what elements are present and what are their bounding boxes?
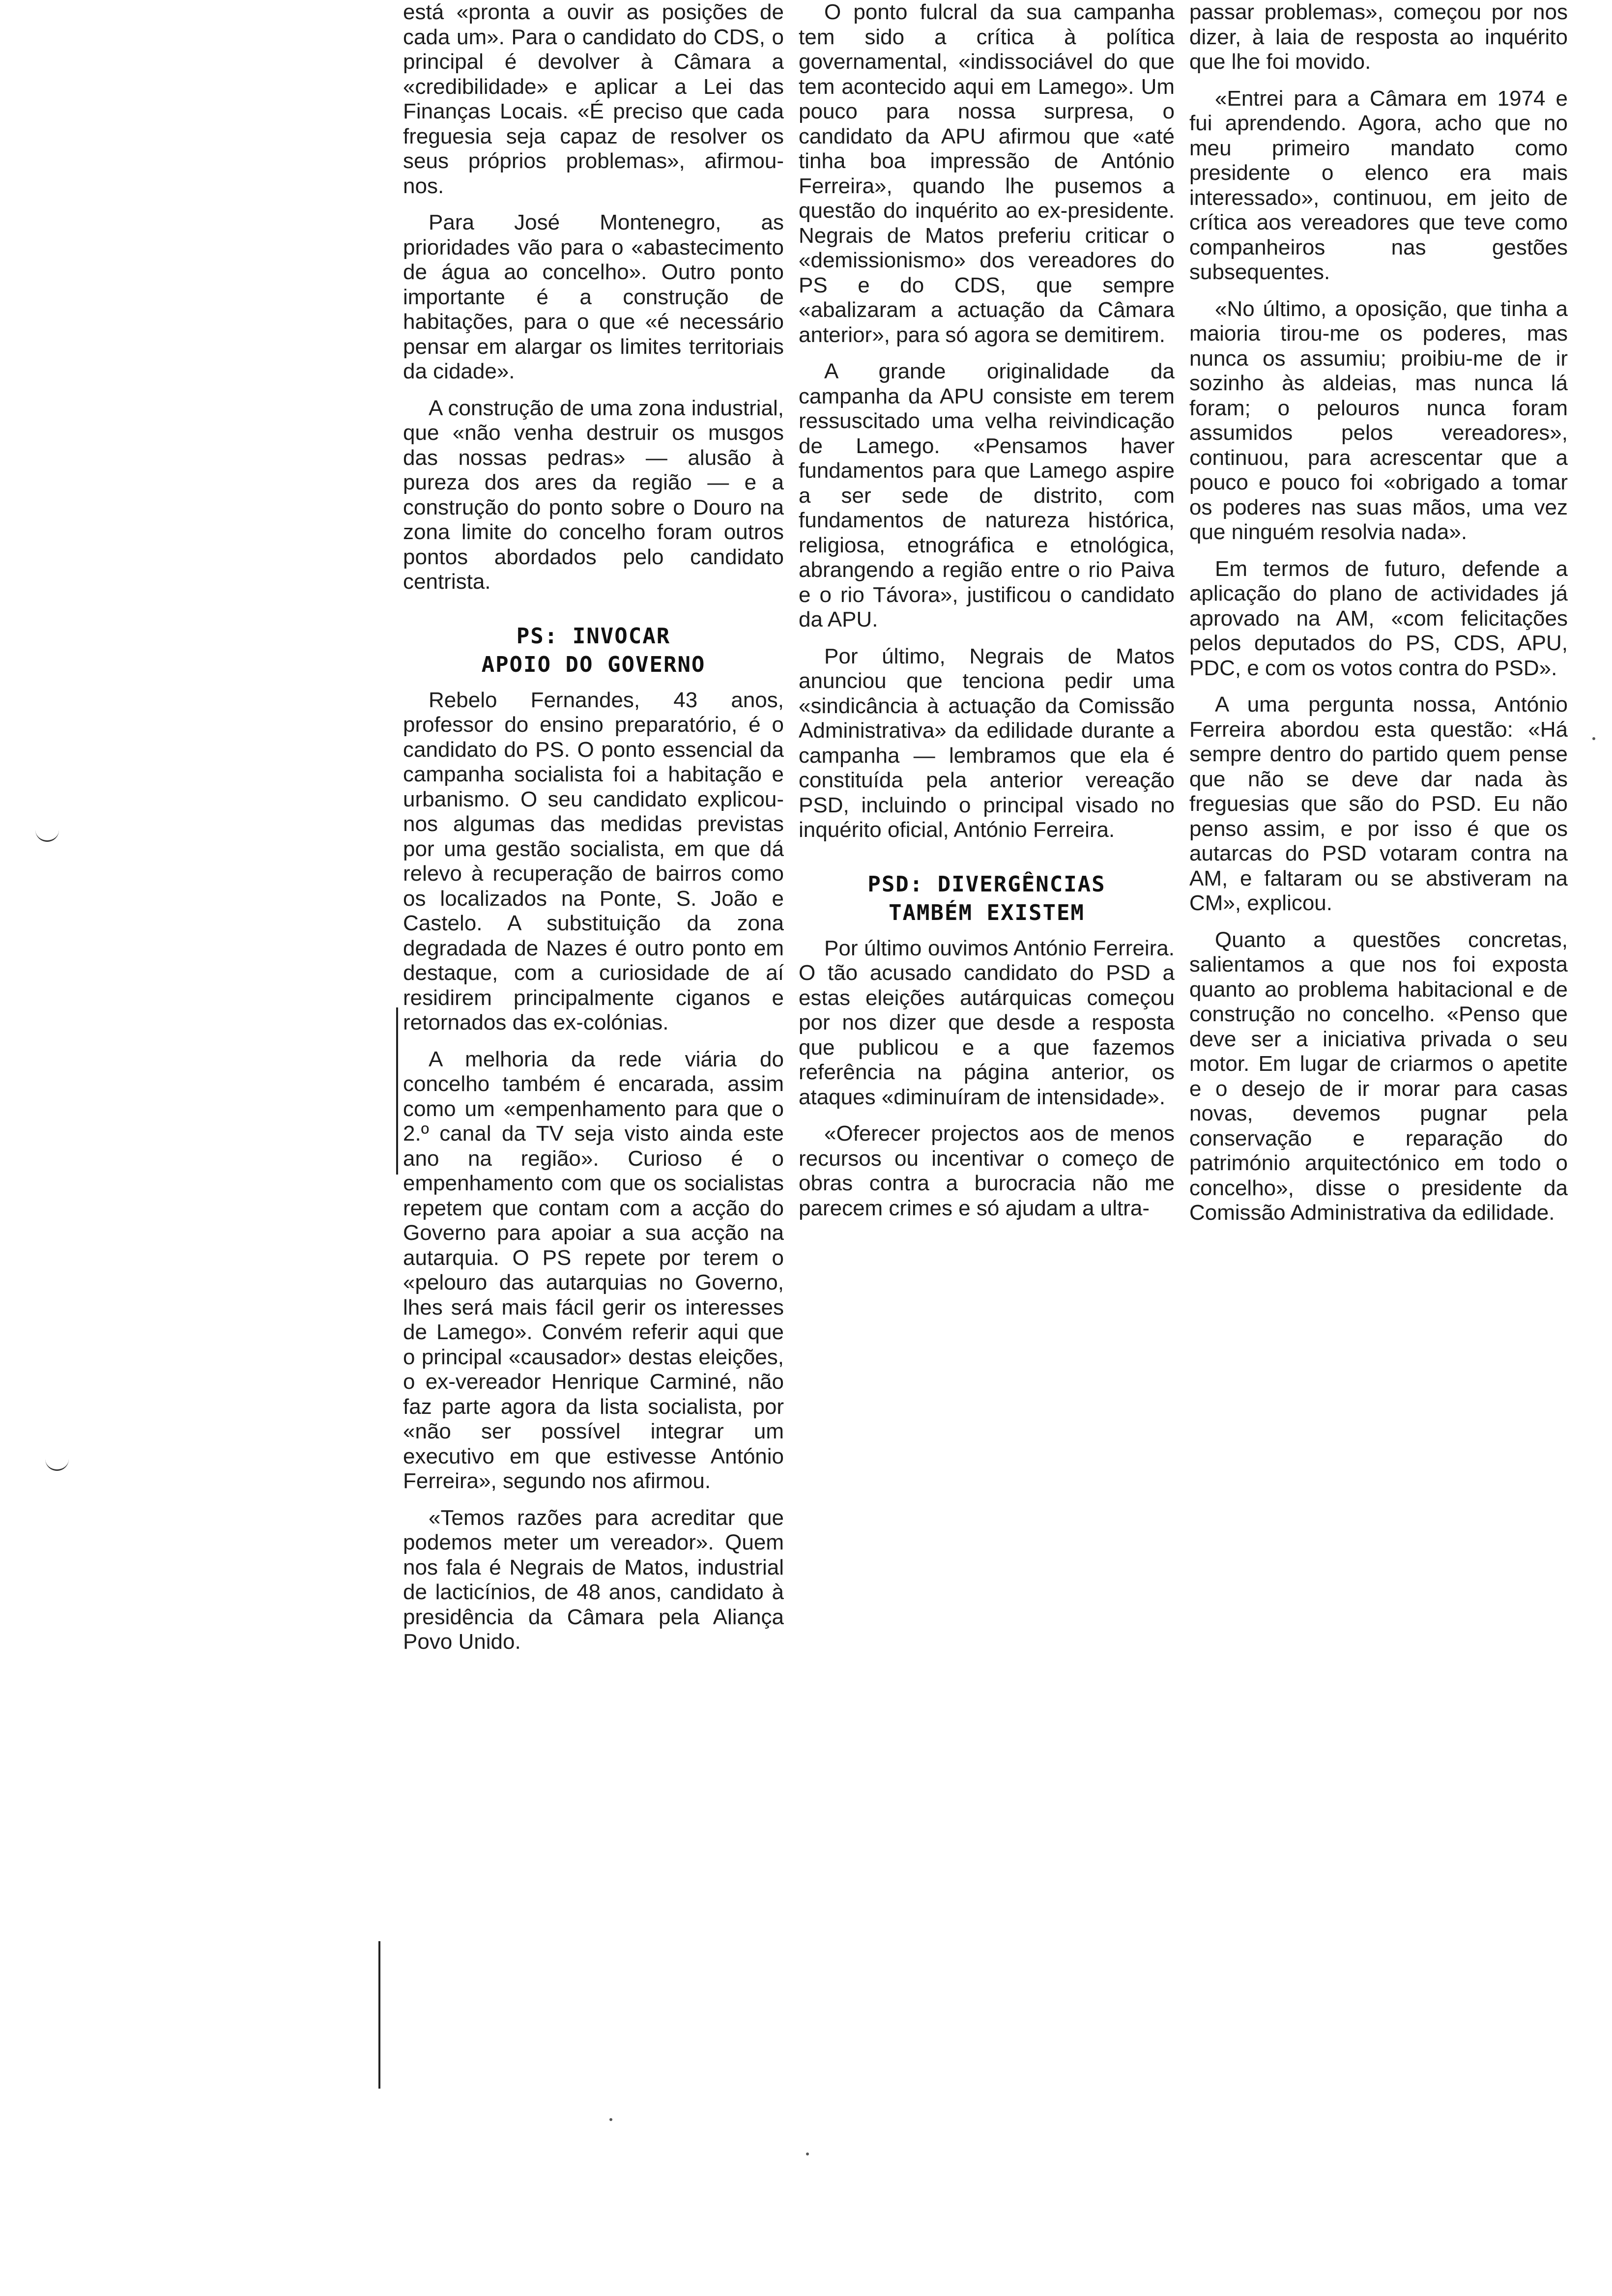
column-2-paragraph-2: A grande originalidade da campanha da APU consiste em terem ressuscitado uma velha reivindicação de Lamego. «Pensamos haver fundamentos para que Lamego aspire a ser sede de distrito, com fundamentos de natureza histórica, religiosa, etnográfica e etnológica, abrangendo a região entre o rio Paiva e o rio Távora», justificou o candidato da APU. (799, 359, 1175, 631)
article-column-2 (799, 0, 1175, 1233)
column-3-paragraph-5: A uma pergunta nossa, António Ferreira abordou esta questão: «Há sempre dentro do partido quem pense que não se deve dar nada às freguesias que são do PSD. Eu não penso assim, e por isso é que os autarcas do PSD votaram contra na AM, e faltaram ou se abstiveram na CM», explicou. (1189, 692, 1568, 915)
column-3-paragraph-2: «Entrei para a Câmara em 1974 e fui aprendendo. Agora, acho que no meu primeiro mandato como presidente o elenco era mais interessado», continuou, em jeito de crítica aos vereadores que teve como companheiros nas gestões subsequentes. (1189, 86, 1568, 284)
article-column-1 (403, 0, 784, 1666)
article-column-3 (1189, 0, 1568, 1237)
column-2-paragraph-4: Por último ouvimos António Ferreira. O tão acusado candidato do PSD a estas eleições autárquicas começou por nos dizer que desde a resposta que publicou e a que fazemos referência na página anterior, os ataques «diminuíram de intensidade». (799, 936, 1175, 1109)
scan-edge-line-lower (378, 1941, 380, 2089)
scan-speck (806, 2152, 809, 2155)
column-3-paragraph-6: Quanto a questões concretas, salientamos a que nos foi exposta quanto ao problema habitacional e de construção no concelho. «Penso que deve ser a iniciativa privada o seu motor. Em lugar de criarmos o apetite e o desejo de ir morar para casas novas, devemos pugnar pela conservação e reparação do património arquitectónico em todo o concelho», disse o presidente da Comissão Administrativa da edilidade. (1189, 927, 1568, 1225)
section-headline-ps (403, 622, 784, 679)
binder-hole-mark-bottom (45, 1455, 69, 1471)
binder-hole-mark-top (35, 826, 59, 842)
column-3-paragraph-1: passar problemas», começou por nos dizer, à laia de resposta ao inquérito que lhe foi movido. (1189, 0, 1568, 74)
column-2-paragraph-3: Por último, Negrais de Matos anunciou que tenciona pedir uma «sindicância à actuação da Comissão Administrativa» da edilidade durante a campanha — lembramos que ela é constituída pela anterior vereação PSD, incluindo o principal visado no inquérito oficial, António Ferreira. (799, 644, 1175, 842)
scan-speck (1592, 737, 1595, 740)
section-headline-psd-line-2: TAMBÉM EXISTEM (889, 900, 1085, 925)
column-1-paragraph-1: está «pronta a ouvir as posições de cada um». Para o candidato do CDS, o principal é devolver à Câmara a «credibilidade» e aplicar a Lei das Finanças Locais. «É preciso que cada freguesia seja capaz de resolver os seus próprios problemas», afirmou-nos. (403, 0, 784, 198)
column-3-paragraph-3: «No último, a oposição, que tinha a maioria tirou-me os poderes, mas nunca os assumiu; proibiu-me de ir sozinho às aldeias, mas nunca lá foram; o pelouros nunca foram assumidos pelos vereadores», continuou, para acrescentar que a pouco e pouco foi «obrigado a tomar os poderes nas suas mãos, uma vez que ninguém resolvia nada». (1189, 296, 1568, 544)
column-3-paragraph-4: Em termos de futuro, defende a aplicação do plano de actividades já aprovado na AM, «com felicitações pelos deputados do PS, CDS, APU, PDC, e com os votos contra do PSD». (1189, 556, 1568, 680)
section-headline-ps-line-1: PS: INVOCAR (516, 623, 671, 649)
section-headline-psd-line-1: PSD: DIVERGÊNCIAS (867, 871, 1106, 897)
column-1-paragraph-5: A melhoria da rede viária do concelho também é encarada, assim como um «empenhamento para que o 2.º canal da TV seja visto ainda este ano na região». Curioso é o empenhamento com que os socialistas repetem que contam com a acção do Governo para apoiar a sua acção na autarquia. O PS repete por terem o «pelouro das autarquias no Governo, lhes será mais fácil gerir os interesses de Lamego». Convém referir aqui que o principal «causador» destas eleições, o ex-vereador Henrique Carminé, não faz parte agora da lista socialista, por «não ser possível integrar um executivo em que estivesse António Ferreira», segundo nos afirmou. (403, 1047, 784, 1493)
section-headline-psd (799, 870, 1175, 927)
column-1-paragraph-4: Rebelo Fernandes, 43 anos, professor do ensino preparatório, é o candidato do PS. O ponto essencial da campanha socialista foi a habitação e urbanismo. O seu candidato explicou-nos algumas das medidas previstas por uma gestão socialista, em que dá relevo à recuperação de bairros como os localizados na Ponte, S. João e Castelo. A substituição da zona degradada de Nazes é outro ponto em destaque, com a curiosidade de aí residirem principalmente ciganos e retornados das ex-colónias. (403, 688, 784, 1034)
column-2-paragraph-1: O ponto fulcral da sua campanha tem sido a crítica à política governamental, «indissociável do que tem acontecido aqui em Lamego». Um pouco para nossa surpresa, o candidato da APU afirmou que «até tinha boa impressão de António Ferreira», quando lhe pusemos a questão do inquérito ao ex-presidente. Negrais de Matos preferiu criticar o «demissionismo» dos vereadores do PS e do CDS, que sempre «abalizaram a actuação da Câmara anterior», para só agora se demitirem. (799, 0, 1175, 347)
column-1-paragraph-3: A construção de uma zona industrial, que «não venha destruir os musgos das nossas pedras» — alusão à pureza dos ares da região — e a construção do ponto sobre o Douro na zona limite do concelho foram outros pontos abordados pelo candidato centrista. (403, 396, 784, 594)
column-1-paragraph-2: Para José Montenegro, as prioridades vão para o «abastecimento de água ao concelho». Outro ponto importante é a construção de habitações, para o que «é necessário pensar em alargar os limites territoriais da cidade». (403, 210, 784, 383)
section-headline-ps-line-2: APOIO DO GOVERNO (481, 652, 706, 677)
column-2-paragraph-5: «Oferecer projectos aos de menos recursos ou incentivar o começo de obras contra a burocracia não me parecem crimes e só ajudam a ultra- (799, 1121, 1175, 1220)
scan-speck (609, 2118, 612, 2121)
column-1-paragraph-6: «Temos razões para acreditar que podemos meter um vereador». Quem nos fala é Negrais de Matos, industrial de lacticínios, de 48 anos, candidato à presidência da Câmara pela Aliança Povo Unido. (403, 1505, 784, 1654)
scan-edge-line-upper (396, 1007, 398, 1175)
